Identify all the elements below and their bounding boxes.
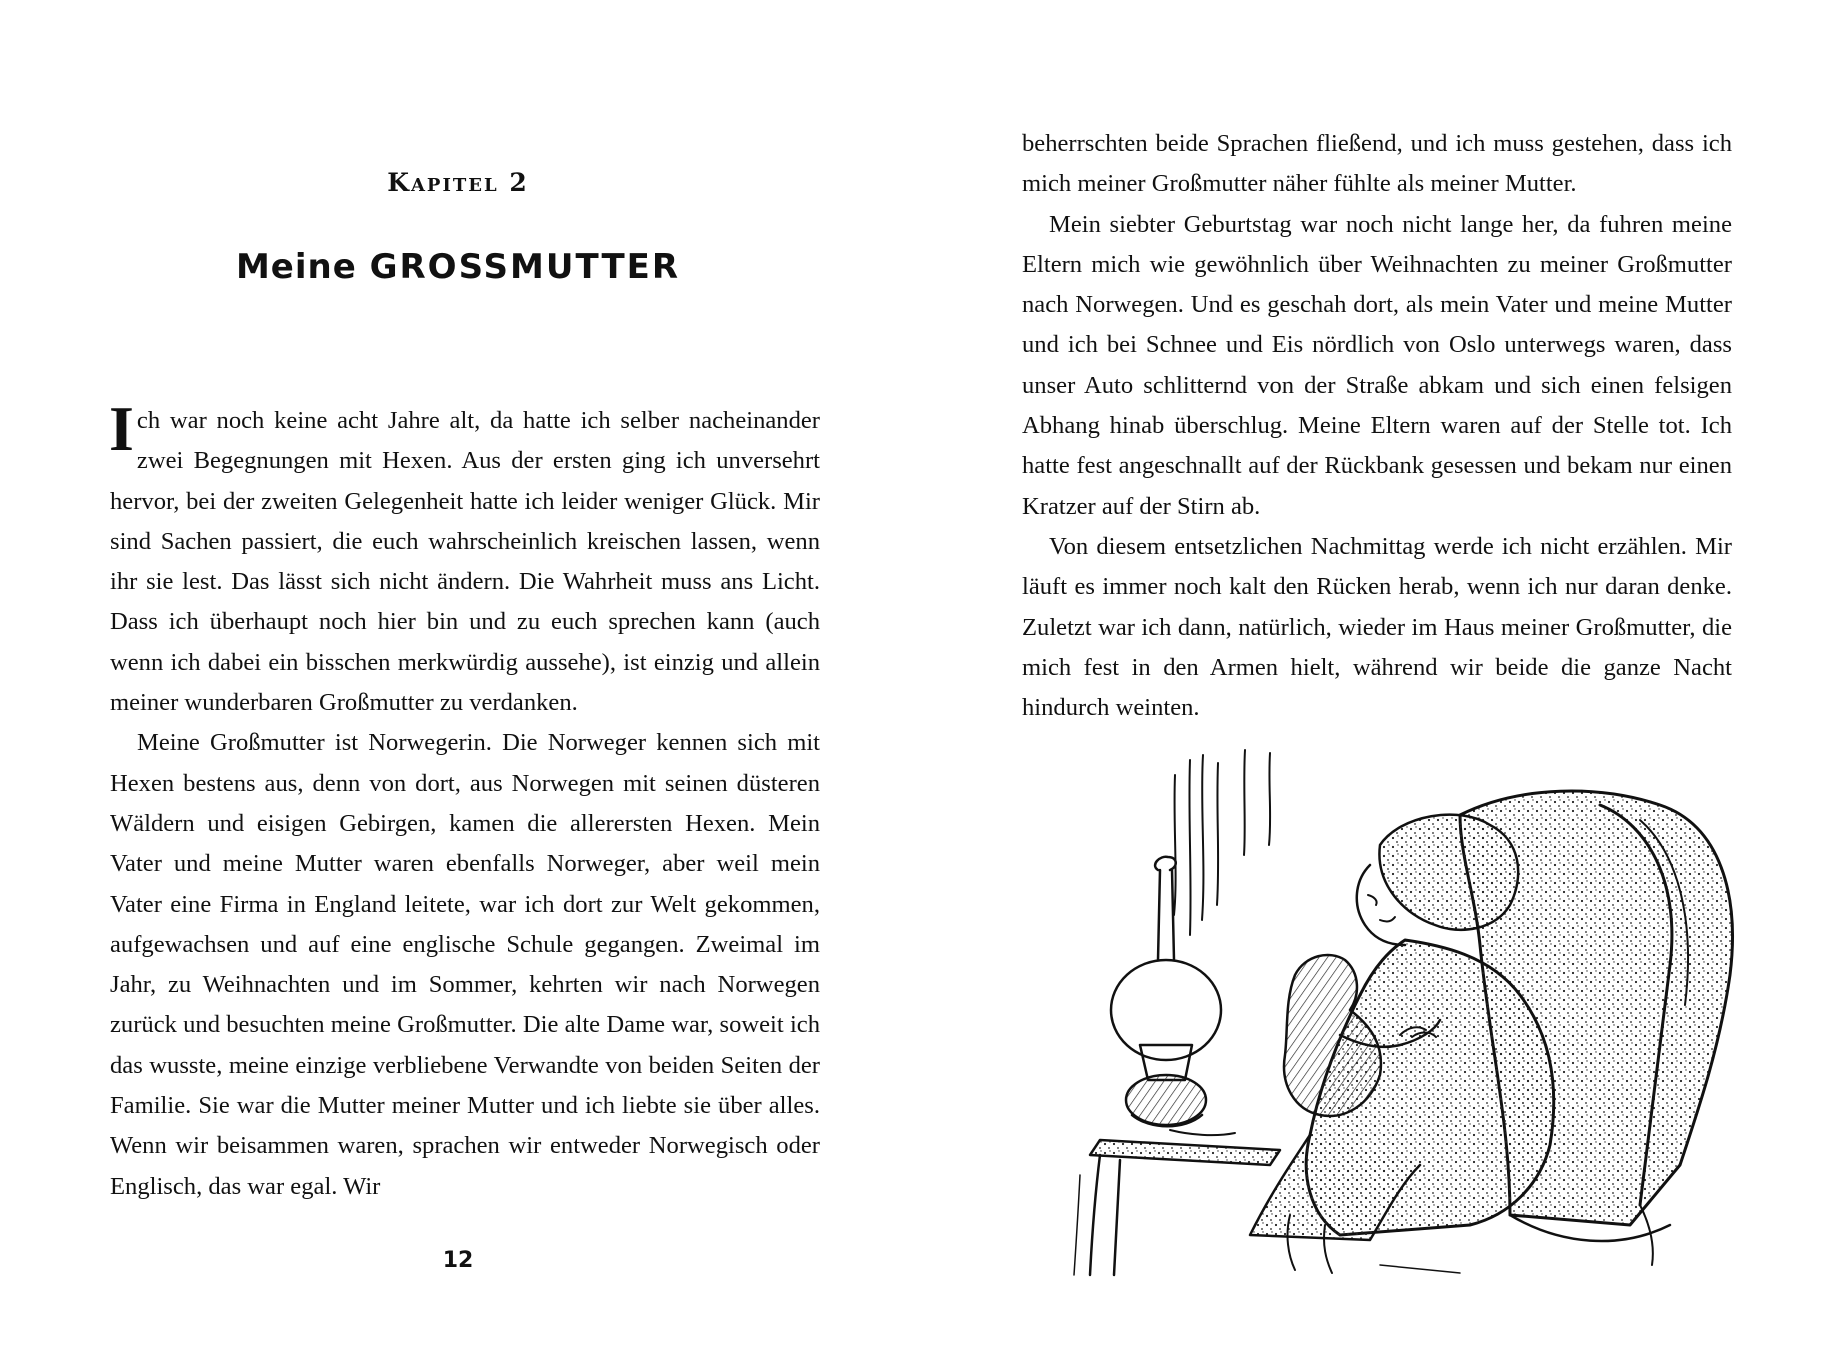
oil-lamp: [1111, 857, 1221, 1127]
chapter-title-lead: Meine: [235, 247, 357, 287]
left-paragraph-1: [109, 393, 820, 723]
child-figure: [1284, 955, 1381, 1116]
chapter-title-caps: GROSSMUTTER: [369, 247, 681, 287]
left-paragraph-1-text: ch war noch keine acht Jahre alt, da hatte ich selber nacheinander zwei Begegnungen mit Hexen. Aus der ersten ging ich unversehrt hervor, bei der zweiten Gelegenheit hatte ich leider weniger Glück. Mir sind Sachen passiert, die euch wahrscheinlich kreischen lassen, wenn ihr sie lest. Das lässt sich nicht ändern. Die Wahrheit muss ans Licht. Dass ich überhaupt noch hier bin und zu euch sprechen kann (auch wenn ich dabei ein bisschen merkwürdig aussehe), ist einzig und allein meiner wunderbaren Großmutter zu verdanken.: [110, 407, 820, 717]
right-paragraph-2: Mein siebter Geburtstag war noch nicht lange her, da fuhren meine Eltern mich wie gewöhnlich über Weihnachten zu meiner Großmutter nach Norwegen. Und es geschah dort, als mein Vater und meine Mutter und ich bei Schnee und Eis nördlich von Oslo unterwegs waren, dass unser Auto schlitternd von der Straße abkam und sich einen felsigen Abhang hinab überschlug. Meine Eltern waren auf der Stelle tot. Ich hatte fest angeschnallt auf der Rückbank gesessen und bekam nur einen Kratzer auf der Stirn ab.: [1022, 210, 1732, 520]
left-paragraph-2: Meine Großmutter ist Norwegerin. Die Norweger kennen sich mit Hexen bestens aus, denn von dort, aus Norwegen mit seinen düsteren Wäldern und eisigen Gebirgen, kamen die allerersten Hexen. Mein Vater und meine Mutter waren ebenfalls Norweger, aber weil mein Vater eine Firma in England leitete, war ich dort zur Welt gekommen, aufgewachsen und auf eine englische Schule gegangen. Zweimal im Jahr, zu Weihnachten und im Sommer, kehrten wir nach Norwegen zurück und besuchten meine Großmutter. Die alte Dame war, soweit ich das wusste, meine einzige verbliebene Verwandte von beiden Seiten der Familie. Sie war die Mutter meiner Mutter und ich liebte sie über alles. Wenn wir beisammen waren, sprachen wir entweder Norwegisch oder Englisch, das war egal. Wir: [110, 729, 820, 1200]
grandmother-armchair-illustration: [1040, 745, 1760, 1285]
drop-cap: I: [109, 393, 134, 464]
right-body-text: [1022, 124, 1732, 728]
curtain-lines: [1174, 750, 1270, 935]
right-paragraph-1: beherrschten beide Sprachen fließend, und ich muss gestehen, dass ich mich meiner Großmutter näher fühlte als meiner Mutter.: [1022, 130, 1732, 198]
side-table: [1074, 1130, 1280, 1275]
chapter-label: Kapitel 2: [387, 168, 529, 197]
grandmother-hair: [1379, 815, 1518, 930]
left-body-text: [109, 393, 820, 1207]
chapter-title: [108, 247, 808, 287]
page-number: 12: [442, 1248, 474, 1273]
right-paragraph-3: Von diesem entsetzlichen Nachmittag werde ich nicht erzählen. Mir läuft es immer noch kalt den Rücken herab, wenn ich nur daran denke. Zuletzt war ich dann, natürlich, wieder im Haus meiner Großmutter, die mich fest in den Armen hielt, während wir beide die ganze Nacht hindurch weinten.: [1022, 532, 1732, 722]
